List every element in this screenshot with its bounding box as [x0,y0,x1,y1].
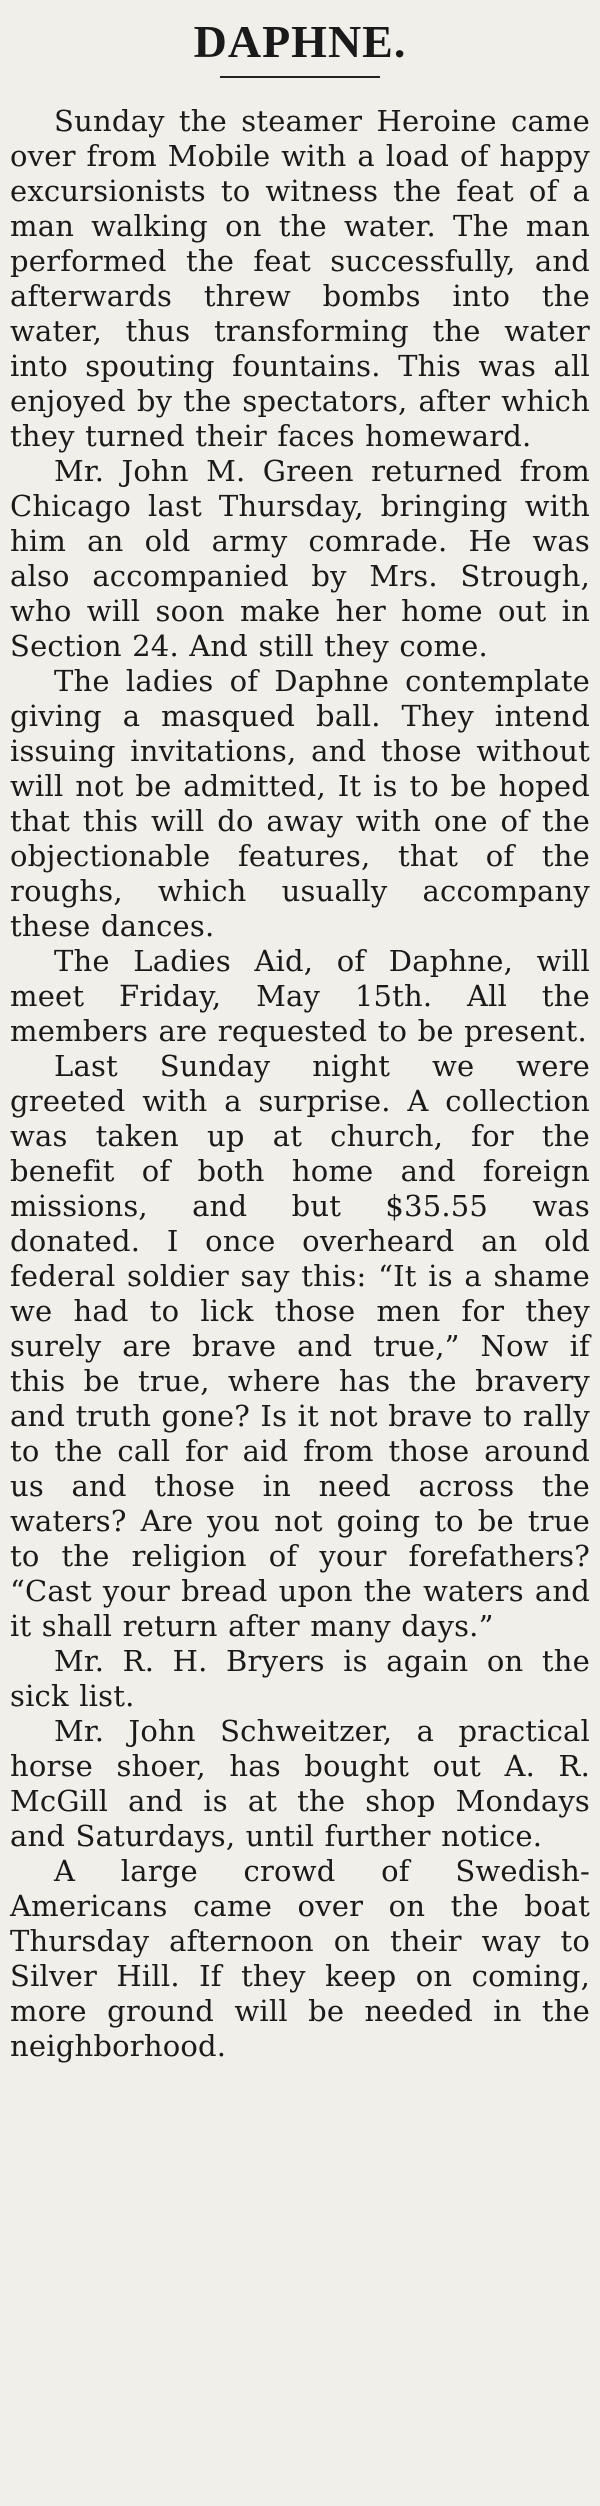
paragraph-masqued-ball: The ladies of Daphne contemplate giving a masqued ball. They intend issuing invitations, and those without will not be admitted, It is to be hoped that this will do away with one of the objectionable features, that of the roughs, which usually accompany these dances. [10,664,590,944]
headline-rule [220,76,380,78]
paragraph-bryers: Mr. R. H. Bryers is again on the sick list. [10,1644,590,1714]
headline: DAPHNE. [193,16,407,67]
paragraph-excursion: Sunday the steamer Heroine came over from Mobile with a load of happy excursionists to witness the feat of a man walking on the water. The man performed the feat successfully, and afterwards threw bombs into the water, thus transforming the water into spouting fountains. This was all enjoyed by the spectators, after which they turned their faces homeward. [10,104,590,454]
paragraph-ladies-aid: The Ladies Aid, of Daphne, will meet Friday, May 15th. All the members are requested to be present. [10,944,590,1049]
paragraph-swedish-americans: A large crowd of Swedish-Americans came over on the boat Thursday afternoon on their way to Silver Hill. If they keep on coming, more ground will be needed in the neighborhood. [10,1854,590,2064]
article-body [10,104,590,2064]
paragraph-schweitzer: Mr. John Schweitzer, a practical horse shoer, has bought out A. R. McGill and is at the shop Mondays and Saturdays, until further notice. [10,1714,590,1854]
paragraph-green-return: Mr. John M. Green returned from Chicago last Thursday, bringing with him an old army comrade. He was also accompanied by Mrs. Strough, who will soon make her home out in Section 24. And still they come. [10,454,590,664]
paragraph-collection: Last Sunday night we were greeted with a surprise. A collection was taken up at church, for the benefit of both home and foreign missions, and but $35.55 was donated. I once overheard an old federal soldier say this: “It is a shame we had to lick those men for they surely are brave and true,” Now if this be true, where has the bravery and truth gone? Is it not brave to rally to the call for aid from those around us and those in need across the waters? Are you not going to be true to the religion of your forefathers? “Cast your bread upon the waters and it shall return after many days.” [10,1049,590,1644]
